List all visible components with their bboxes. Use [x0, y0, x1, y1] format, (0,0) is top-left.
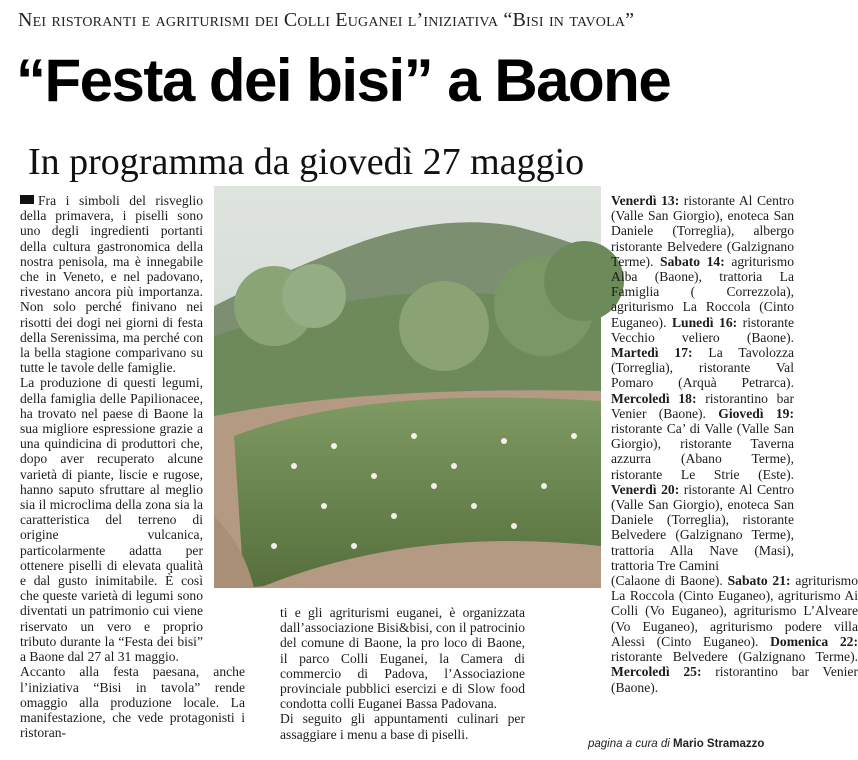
schedule-entry: Venerdì 20: ristorante Al Centro (Valle San Giorgio), enoteca San Daniele (Torreglia), ristorante Belvedere (Galzignano Terme), trattoria Alla Nave (Masi), trattoria Tre Camini [611, 481, 794, 573]
schedule-entry: (Calaone di Baone). [611, 573, 723, 589]
schedule-entry: Domenica 22: ristorante Belvedere (Galzignano Terme). [611, 633, 858, 665]
kicker: Nei ristoranti e agriturismi dei Colli Euganei l’iniziativa “Bisi in tavola” [18, 9, 635, 31]
headline: “Festa dei bisi” a Baone [16, 47, 671, 114]
schedule-entry: Venerdì 13: ristorante Al Centro (Valle San Giorgio), enoteca San Daniele (Torreglia), albergo ristorante Belvedere (Galzignano Terme). [611, 193, 794, 269]
schedule-entry: Giovedì 19: ristorante Ca’ di Valle (Valle San Giorgio), ristorante Taverna azzurra (Abano Terme), ristorante Le Strie (Este). [611, 405, 794, 482]
article-paragraph-5: Di seguito gli appuntamenti culinari per assaggiare i menu a base di piselli. [280, 711, 525, 742]
schedule-entry: Sabato 21: agriturismo La Roccola (Cinto Euganeo), agriturismo Ai Colli (Vo Euganeo), agriturismo L’Alveare (Vo Euganeo), agriturismo podere villa Alessi (Cinto Euganeo). [611, 573, 858, 649]
schedule-entry: Lunedì 16: ristorante Vecchio veliero (Baone). [611, 314, 795, 345]
article-paragraph-1: Fra i simboli del risveglio della primavera, i piselli sono uno degli ingredienti portanti della cultura gastronomica della nostra penisola, ma è innegabile che in Veneto, e nel padovano, rivestano ancora più importanza. Non solo perché finivano nei risotti dei dogi nei giorni di festa della Serenissima, ma perché con la bella stagione comparivano su tutte le tavole delle famiglie. [20, 193, 203, 376]
article-paragraph-2: La produzione di questi legumi, della famiglia delle Papilionacee, ha trovato nel paese di Baone la sua migliore espressione grazie a una quindicina di produttori che, dopo aver recuperato alcune varietà di piante, liscie e rugose, hanno saputo sfruttare al meglio sia il microclima della zona sia la caratteristica del terreno di origine vulcanica, particolarmente adatta per ottenere piselli di elevata qualità e dal gusto inimitabile. È così che queste varietà di legumi sono diventati un patrimonio cui viene riservato un vero e proprio tributo durante la “Festa dei bisi” a Baone dal 27 al 31 maggio. [20, 375, 203, 665]
schedule-entry: Martedì 17: La Tavolozza (Torreglia), ristorante Val Pomaro (Arquà Petrarca). [611, 345, 795, 391]
page-credit [588, 738, 788, 750]
bullet-marker [20, 195, 34, 204]
schedule-entry: Mercoledì 18: ristorantino bar Venier (Baone). [611, 390, 795, 421]
article-paragraph-4: ti e gli agriturismi euganei, è organizzata dall’associazione Bisi&bisi, con il patrocinio del comune di Baone, la pro loco di Baone, il parco Colli Euganei, la Camera di commercio di Padova, l’Associazione provinciale pubblici esercizi e di Slow food condotta colli Euganei Bassa Padovana. [280, 605, 526, 712]
schedule-entry: Mercoledì 25: ristorantino bar Venier (Baone). [611, 664, 858, 695]
schedule-entries-wide [611, 573, 858, 695]
schedule-column [611, 193, 858, 695]
schedule-entry: Sabato 14: agriturismo Alba (Baone), trattoria La Famiglia ( Correzzola), agriturismo La Roccola (Cinto Euganeo). [611, 253, 795, 330]
pea-field-photo [214, 186, 601, 588]
subhead: In programma da giovedì 27 maggio [28, 141, 585, 183]
credit-name: Mario Stramazzo [673, 738, 765, 750]
credit-prefix: pagina a cura di [588, 738, 670, 750]
article-paragraph-3: Accanto alla festa paesana, anche l’iniziativa “Bisi in tavola” rende omaggio alla produzione locale. La manifestazione, che vede protagonisti i ristoran- [20, 664, 245, 741]
article-column-2 [280, 605, 525, 742]
schedule-entries [611, 193, 794, 573]
article-column-1 [20, 193, 245, 740]
